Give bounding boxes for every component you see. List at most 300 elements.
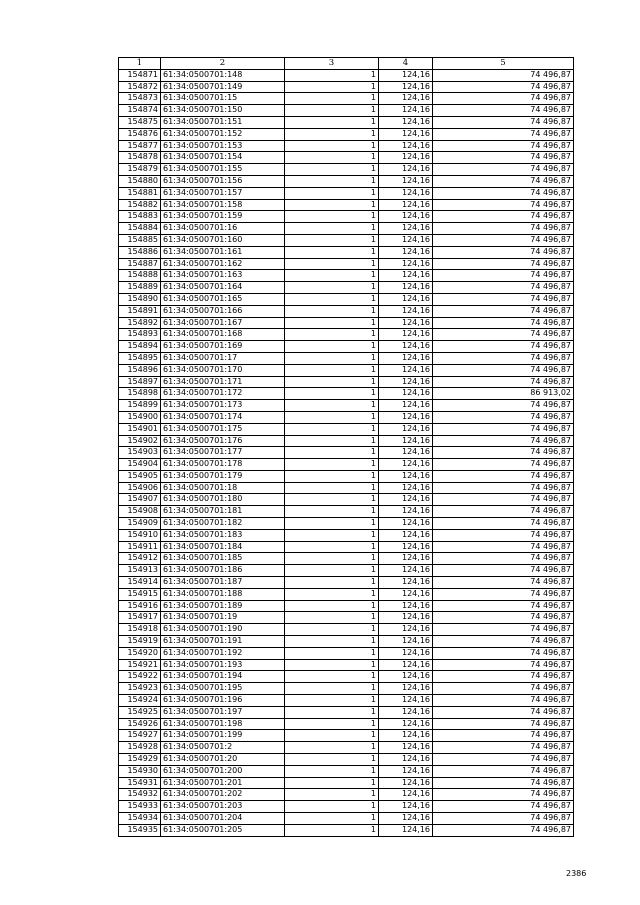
table-cell-col-3: 1 bbox=[285, 482, 379, 494]
table-cell-col-4: 124,16 bbox=[379, 518, 433, 530]
table-body bbox=[119, 69, 574, 836]
table-cell-col-1: 154906 bbox=[119, 482, 161, 494]
table-cell-col-4: 124,16 bbox=[379, 824, 433, 836]
table-cell-col-5: 74 496,87 bbox=[433, 565, 574, 577]
table-cell-col-3: 1 bbox=[285, 447, 379, 459]
table-cell-col-3: 1 bbox=[285, 565, 379, 577]
table-cell-col-1: 154883 bbox=[119, 211, 161, 223]
table-cell-col-1: 154882 bbox=[119, 199, 161, 211]
table-cell-col-3: 1 bbox=[285, 588, 379, 600]
table-row bbox=[119, 624, 574, 636]
table-row bbox=[119, 588, 574, 600]
table-cell-col-1: 154927 bbox=[119, 730, 161, 742]
table-cell-col-3: 1 bbox=[285, 777, 379, 789]
table-cell-col-1: 154934 bbox=[119, 813, 161, 825]
table-cell-col-5: 74 496,87 bbox=[433, 128, 574, 140]
table-row bbox=[119, 730, 574, 742]
table-cell-col-1: 154925 bbox=[119, 706, 161, 718]
table-cell-col-4: 124,16 bbox=[379, 329, 433, 341]
table-cell-col-4: 124,16 bbox=[379, 459, 433, 471]
table-cell-col-1: 154892 bbox=[119, 317, 161, 329]
table-cell-col-3: 1 bbox=[285, 234, 379, 246]
data-table bbox=[118, 57, 574, 837]
table-cell-col-1: 154885 bbox=[119, 234, 161, 246]
table-cell-col-3: 1 bbox=[285, 152, 379, 164]
table-cell-col-1: 154911 bbox=[119, 541, 161, 553]
table-cell-col-5: 74 496,87 bbox=[433, 317, 574, 329]
table-cell-col-5: 74 496,87 bbox=[433, 600, 574, 612]
table-cell-col-2: 61:34:0500701:196 bbox=[161, 695, 285, 707]
table-cell-col-4: 124,16 bbox=[379, 81, 433, 93]
table-cell-col-3: 1 bbox=[285, 329, 379, 341]
table-cell-col-3: 1 bbox=[285, 187, 379, 199]
table-row bbox=[119, 223, 574, 235]
table-row bbox=[119, 175, 574, 187]
table-cell-col-1: 154931 bbox=[119, 777, 161, 789]
table-cell-col-2: 61:34:0500701:182 bbox=[161, 518, 285, 530]
table-cell-col-2: 61:34:0500701:150 bbox=[161, 105, 285, 117]
table-cell-col-4: 124,16 bbox=[379, 69, 433, 81]
table-cell-col-5: 74 496,87 bbox=[433, 69, 574, 81]
table-cell-col-5: 74 496,87 bbox=[433, 81, 574, 93]
table-cell-col-4: 124,16 bbox=[379, 435, 433, 447]
table-cell-col-1: 154912 bbox=[119, 553, 161, 565]
table-cell-col-2: 61:34:0500701:181 bbox=[161, 506, 285, 518]
table-cell-col-2: 61:34:0500701:163 bbox=[161, 270, 285, 282]
table-cell-col-1: 154881 bbox=[119, 187, 161, 199]
table-cell-col-4: 124,16 bbox=[379, 400, 433, 412]
table-cell-col-5: 74 496,87 bbox=[433, 234, 574, 246]
table-cell-col-3: 1 bbox=[285, 352, 379, 364]
table-cell-col-1: 154913 bbox=[119, 565, 161, 577]
table-cell-col-1: 154879 bbox=[119, 164, 161, 176]
table-cell-col-3: 1 bbox=[285, 411, 379, 423]
table-row bbox=[119, 671, 574, 683]
table-cell-col-5: 74 496,87 bbox=[433, 293, 574, 305]
table-cell-col-3: 1 bbox=[285, 695, 379, 707]
table-cell-col-4: 124,16 bbox=[379, 388, 433, 400]
table-cell-col-4: 124,16 bbox=[379, 470, 433, 482]
table-cell-col-1: 154873 bbox=[119, 93, 161, 105]
table-cell-col-4: 124,16 bbox=[379, 364, 433, 376]
table-cell-col-5: 74 496,87 bbox=[433, 683, 574, 695]
table-cell-col-4: 124,16 bbox=[379, 128, 433, 140]
table-cell-col-4: 124,16 bbox=[379, 777, 433, 789]
table-cell-col-4: 124,16 bbox=[379, 305, 433, 317]
table-cell-col-3: 1 bbox=[285, 718, 379, 730]
table-cell-col-4: 124,16 bbox=[379, 624, 433, 636]
table-cell-col-4: 124,16 bbox=[379, 494, 433, 506]
table-cell-col-3: 1 bbox=[285, 529, 379, 541]
table-cell-col-3: 1 bbox=[285, 388, 379, 400]
table-row bbox=[119, 128, 574, 140]
table-cell-col-5: 74 496,87 bbox=[433, 659, 574, 671]
table-cell-col-5: 74 496,87 bbox=[433, 730, 574, 742]
table-cell-col-4: 124,16 bbox=[379, 789, 433, 801]
table-cell-col-5: 74 496,87 bbox=[433, 695, 574, 707]
table-row bbox=[119, 140, 574, 152]
table-cell-col-5: 74 496,87 bbox=[433, 742, 574, 754]
table-cell-col-1: 154903 bbox=[119, 447, 161, 459]
table-cell-col-4: 124,16 bbox=[379, 529, 433, 541]
table-cell-col-4: 124,16 bbox=[379, 341, 433, 353]
table-cell-col-3: 1 bbox=[285, 494, 379, 506]
table-cell-col-2: 61:34:0500701:170 bbox=[161, 364, 285, 376]
table-row bbox=[119, 742, 574, 754]
table-cell-col-5: 74 496,87 bbox=[433, 459, 574, 471]
table-cell-col-1: 154920 bbox=[119, 647, 161, 659]
table-cell-col-5: 74 496,87 bbox=[433, 305, 574, 317]
table-cell-col-5: 74 496,87 bbox=[433, 765, 574, 777]
table-cell-col-3: 1 bbox=[285, 341, 379, 353]
table-cell-col-4: 124,16 bbox=[379, 317, 433, 329]
table-cell-col-2: 61:34:0500701:15 bbox=[161, 93, 285, 105]
table-cell-col-4: 124,16 bbox=[379, 553, 433, 565]
table-cell-col-4: 124,16 bbox=[379, 293, 433, 305]
table-cell-col-4: 124,16 bbox=[379, 246, 433, 258]
table-cell-col-1: 154915 bbox=[119, 588, 161, 600]
table-cell-col-1: 154909 bbox=[119, 518, 161, 530]
table-cell-col-3: 1 bbox=[285, 282, 379, 294]
table-row bbox=[119, 164, 574, 176]
table-cell-col-1: 154930 bbox=[119, 765, 161, 777]
table-cell-col-5: 86 913,02 bbox=[433, 388, 574, 400]
table-cell-col-1: 154874 bbox=[119, 105, 161, 117]
table-row bbox=[119, 459, 574, 471]
table-cell-col-2: 61:34:0500701:197 bbox=[161, 706, 285, 718]
table-cell-col-5: 74 496,87 bbox=[433, 246, 574, 258]
table-cell-col-4: 124,16 bbox=[379, 93, 433, 105]
table-cell-col-1: 154900 bbox=[119, 411, 161, 423]
table-cell-col-4: 124,16 bbox=[379, 612, 433, 624]
table-cell-col-5: 74 496,87 bbox=[433, 813, 574, 825]
table-cell-col-5: 74 496,87 bbox=[433, 624, 574, 636]
table-cell-col-5: 74 496,87 bbox=[433, 671, 574, 683]
table-row bbox=[119, 683, 574, 695]
column-header-4: 4 bbox=[379, 58, 433, 70]
table-cell-col-1: 154898 bbox=[119, 388, 161, 400]
table-cell-col-3: 1 bbox=[285, 293, 379, 305]
table-cell-col-3: 1 bbox=[285, 93, 379, 105]
table-row bbox=[119, 541, 574, 553]
table-row bbox=[119, 789, 574, 801]
table-cell-col-4: 124,16 bbox=[379, 270, 433, 282]
table-row bbox=[119, 305, 574, 317]
table-cell-col-2: 61:34:0500701:156 bbox=[161, 175, 285, 187]
table-row bbox=[119, 706, 574, 718]
table-cell-col-4: 124,16 bbox=[379, 813, 433, 825]
table-cell-col-2: 61:34:0500701:20 bbox=[161, 754, 285, 766]
table-header-row bbox=[119, 58, 574, 70]
table-cell-col-3: 1 bbox=[285, 801, 379, 813]
table-cell-col-3: 1 bbox=[285, 400, 379, 412]
table-cell-col-3: 1 bbox=[285, 128, 379, 140]
table-cell-col-1: 154887 bbox=[119, 258, 161, 270]
table-row bbox=[119, 246, 574, 258]
table-cell-col-5: 74 496,87 bbox=[433, 364, 574, 376]
table-cell-col-1: 154897 bbox=[119, 376, 161, 388]
table-cell-col-1: 154928 bbox=[119, 742, 161, 754]
table-cell-col-5: 74 496,87 bbox=[433, 541, 574, 553]
column-header-2: 2 bbox=[161, 58, 285, 70]
table-cell-col-4: 124,16 bbox=[379, 671, 433, 683]
table-row bbox=[119, 411, 574, 423]
table-row bbox=[119, 423, 574, 435]
table-cell-col-4: 124,16 bbox=[379, 600, 433, 612]
table-cell-col-4: 124,16 bbox=[379, 116, 433, 128]
table-cell-col-4: 124,16 bbox=[379, 164, 433, 176]
table-cell-col-2: 61:34:0500701:175 bbox=[161, 423, 285, 435]
table-cell-col-1: 154893 bbox=[119, 329, 161, 341]
table-cell-col-3: 1 bbox=[285, 211, 379, 223]
table-cell-col-5: 74 496,87 bbox=[433, 152, 574, 164]
table-cell-col-1: 154918 bbox=[119, 624, 161, 636]
table-cell-col-2: 61:34:0500701:172 bbox=[161, 388, 285, 400]
table-cell-col-2: 61:34:0500701:179 bbox=[161, 470, 285, 482]
table-cell-col-1: 154933 bbox=[119, 801, 161, 813]
table-cell-col-1: 154901 bbox=[119, 423, 161, 435]
table-cell-col-5: 74 496,87 bbox=[433, 636, 574, 648]
table-cell-col-1: 154917 bbox=[119, 612, 161, 624]
table-cell-col-5: 74 496,87 bbox=[433, 400, 574, 412]
table-row bbox=[119, 211, 574, 223]
table-cell-col-2: 61:34:0500701:203 bbox=[161, 801, 285, 813]
table-cell-col-2: 61:34:0500701:171 bbox=[161, 376, 285, 388]
table-cell-col-2: 61:34:0500701:198 bbox=[161, 718, 285, 730]
table-cell-col-2: 61:34:0500701:18 bbox=[161, 482, 285, 494]
table-cell-col-1: 154872 bbox=[119, 81, 161, 93]
table-cell-col-2: 61:34:0500701:190 bbox=[161, 624, 285, 636]
table-cell-col-3: 1 bbox=[285, 435, 379, 447]
table-cell-col-5: 74 496,87 bbox=[433, 175, 574, 187]
table-cell-col-5: 74 496,87 bbox=[433, 824, 574, 836]
table-cell-col-4: 124,16 bbox=[379, 447, 433, 459]
table-cell-col-4: 124,16 bbox=[379, 695, 433, 707]
table-row bbox=[119, 199, 574, 211]
table-row bbox=[119, 470, 574, 482]
table-cell-col-3: 1 bbox=[285, 600, 379, 612]
table-cell-col-2: 61:34:0500701:205 bbox=[161, 824, 285, 836]
table-cell-col-1: 154890 bbox=[119, 293, 161, 305]
table-cell-col-2: 61:34:0500701:194 bbox=[161, 671, 285, 683]
table-cell-col-3: 1 bbox=[285, 317, 379, 329]
table-cell-col-5: 74 496,87 bbox=[433, 482, 574, 494]
table-cell-col-4: 124,16 bbox=[379, 636, 433, 648]
table-row bbox=[119, 553, 574, 565]
table-cell-col-3: 1 bbox=[285, 612, 379, 624]
table-cell-col-3: 1 bbox=[285, 683, 379, 695]
table-cell-col-5: 74 496,87 bbox=[433, 777, 574, 789]
table-cell-col-3: 1 bbox=[285, 813, 379, 825]
table-cell-col-1: 154932 bbox=[119, 789, 161, 801]
table-cell-col-3: 1 bbox=[285, 553, 379, 565]
table-cell-col-3: 1 bbox=[285, 199, 379, 211]
table-cell-col-3: 1 bbox=[285, 364, 379, 376]
table-cell-col-5: 74 496,87 bbox=[433, 494, 574, 506]
table-cell-col-1: 154899 bbox=[119, 400, 161, 412]
table-cell-col-5: 74 496,87 bbox=[433, 329, 574, 341]
table-row bbox=[119, 400, 574, 412]
table-cell-col-3: 1 bbox=[285, 577, 379, 589]
table-row bbox=[119, 234, 574, 246]
table-cell-col-3: 1 bbox=[285, 246, 379, 258]
table-row bbox=[119, 482, 574, 494]
table-cell-col-4: 124,16 bbox=[379, 352, 433, 364]
table-row bbox=[119, 341, 574, 353]
table-cell-col-1: 154878 bbox=[119, 152, 161, 164]
table-cell-col-5: 74 496,87 bbox=[433, 754, 574, 766]
table-cell-col-5: 74 496,87 bbox=[433, 718, 574, 730]
table-cell-col-5: 74 496,87 bbox=[433, 588, 574, 600]
table-cell-col-1: 154922 bbox=[119, 671, 161, 683]
table-cell-col-1: 154877 bbox=[119, 140, 161, 152]
table-cell-col-5: 74 496,87 bbox=[433, 93, 574, 105]
table-cell-col-5: 74 496,87 bbox=[433, 447, 574, 459]
table-cell-col-2: 61:34:0500701:173 bbox=[161, 400, 285, 412]
table-cell-col-2: 61:34:0500701:19 bbox=[161, 612, 285, 624]
table-cell-col-4: 124,16 bbox=[379, 423, 433, 435]
table-cell-col-2: 61:34:0500701:202 bbox=[161, 789, 285, 801]
table-row bbox=[119, 565, 574, 577]
table-cell-col-1: 154926 bbox=[119, 718, 161, 730]
table-cell-col-2: 61:34:0500701:187 bbox=[161, 577, 285, 589]
table-row bbox=[119, 494, 574, 506]
table-cell-col-3: 1 bbox=[285, 624, 379, 636]
table-cell-col-3: 1 bbox=[285, 730, 379, 742]
table-cell-col-3: 1 bbox=[285, 824, 379, 836]
table-cell-col-5: 74 496,87 bbox=[433, 199, 574, 211]
table-cell-col-3: 1 bbox=[285, 175, 379, 187]
table-cell-col-2: 61:34:0500701:180 bbox=[161, 494, 285, 506]
table-cell-col-1: 154902 bbox=[119, 435, 161, 447]
table-cell-col-2: 61:34:0500701:160 bbox=[161, 234, 285, 246]
table-row bbox=[119, 754, 574, 766]
table-cell-col-5: 74 496,87 bbox=[433, 376, 574, 388]
table-cell-col-4: 124,16 bbox=[379, 105, 433, 117]
table-cell-col-1: 154908 bbox=[119, 506, 161, 518]
table-cell-col-2: 61:34:0500701:189 bbox=[161, 600, 285, 612]
table-cell-col-2: 61:34:0500701:184 bbox=[161, 541, 285, 553]
table-cell-col-5: 74 496,87 bbox=[433, 647, 574, 659]
table-row bbox=[119, 282, 574, 294]
table-cell-col-1: 154895 bbox=[119, 352, 161, 364]
table-cell-col-5: 74 496,87 bbox=[433, 518, 574, 530]
table-cell-col-2: 61:34:0500701:164 bbox=[161, 282, 285, 294]
table-cell-col-2: 61:34:0500701:2 bbox=[161, 742, 285, 754]
table-row bbox=[119, 105, 574, 117]
table-cell-col-1: 154889 bbox=[119, 282, 161, 294]
table-cell-col-5: 74 496,87 bbox=[433, 577, 574, 589]
table-cell-col-1: 154919 bbox=[119, 636, 161, 648]
table-cell-col-5: 74 496,87 bbox=[433, 801, 574, 813]
table-cell-col-4: 124,16 bbox=[379, 718, 433, 730]
table-cell-col-4: 124,16 bbox=[379, 577, 433, 589]
table-row bbox=[119, 718, 574, 730]
table-cell-col-3: 1 bbox=[285, 659, 379, 671]
table-cell-col-1: 154921 bbox=[119, 659, 161, 671]
table-cell-col-3: 1 bbox=[285, 541, 379, 553]
table-cell-col-2: 61:34:0500701:178 bbox=[161, 459, 285, 471]
table-cell-col-4: 124,16 bbox=[379, 258, 433, 270]
table-row bbox=[119, 81, 574, 93]
table-cell-col-5: 74 496,87 bbox=[433, 341, 574, 353]
table-cell-col-2: 61:34:0500701:185 bbox=[161, 553, 285, 565]
table-cell-col-4: 124,16 bbox=[379, 742, 433, 754]
table-cell-col-3: 1 bbox=[285, 518, 379, 530]
table-row bbox=[119, 93, 574, 105]
table-cell-col-3: 1 bbox=[285, 105, 379, 117]
table-row bbox=[119, 352, 574, 364]
table-cell-col-5: 74 496,87 bbox=[433, 140, 574, 152]
table-cell-col-2: 61:34:0500701:193 bbox=[161, 659, 285, 671]
table-cell-col-1: 154916 bbox=[119, 600, 161, 612]
table-cell-col-4: 124,16 bbox=[379, 211, 433, 223]
table-cell-col-2: 61:34:0500701:167 bbox=[161, 317, 285, 329]
table-cell-col-2: 61:34:0500701:199 bbox=[161, 730, 285, 742]
table-cell-col-2: 61:34:0500701:149 bbox=[161, 81, 285, 93]
table-row bbox=[119, 69, 574, 81]
table-cell-col-2: 61:34:0500701:169 bbox=[161, 341, 285, 353]
table-cell-col-2: 61:34:0500701:188 bbox=[161, 588, 285, 600]
page-number: 2386 bbox=[566, 869, 587, 878]
table-cell-col-2: 61:34:0500701:17 bbox=[161, 352, 285, 364]
table-row bbox=[119, 435, 574, 447]
table-cell-col-4: 124,16 bbox=[379, 754, 433, 766]
table-cell-col-2: 61:34:0500701:183 bbox=[161, 529, 285, 541]
table-cell-col-3: 1 bbox=[285, 270, 379, 282]
table-row bbox=[119, 376, 574, 388]
table-cell-col-5: 74 496,87 bbox=[433, 529, 574, 541]
table-cell-col-4: 124,16 bbox=[379, 376, 433, 388]
table-cell-col-2: 61:34:0500701:151 bbox=[161, 116, 285, 128]
table-cell-col-2: 61:34:0500701:176 bbox=[161, 435, 285, 447]
table-row bbox=[119, 329, 574, 341]
table-cell-col-5: 74 496,87 bbox=[433, 789, 574, 801]
table-row bbox=[119, 506, 574, 518]
table-cell-col-2: 61:34:0500701:191 bbox=[161, 636, 285, 648]
table-row bbox=[119, 777, 574, 789]
table-cell-col-5: 74 496,87 bbox=[433, 105, 574, 117]
table-cell-col-4: 124,16 bbox=[379, 730, 433, 742]
table-cell-col-1: 154905 bbox=[119, 470, 161, 482]
table-cell-col-4: 124,16 bbox=[379, 175, 433, 187]
table-cell-col-4: 124,16 bbox=[379, 152, 433, 164]
table-cell-col-3: 1 bbox=[285, 789, 379, 801]
table-cell-col-4: 124,16 bbox=[379, 565, 433, 577]
table-cell-col-1: 154907 bbox=[119, 494, 161, 506]
table-cell-col-2: 61:34:0500701:152 bbox=[161, 128, 285, 140]
table-cell-col-2: 61:34:0500701:159 bbox=[161, 211, 285, 223]
table-cell-col-5: 74 496,87 bbox=[433, 211, 574, 223]
table-cell-col-2: 61:34:0500701:158 bbox=[161, 199, 285, 211]
table-row bbox=[119, 636, 574, 648]
table-cell-col-2: 61:34:0500701:166 bbox=[161, 305, 285, 317]
table-row bbox=[119, 659, 574, 671]
table-cell-col-3: 1 bbox=[285, 376, 379, 388]
table-cell-col-1: 154910 bbox=[119, 529, 161, 541]
table-row bbox=[119, 270, 574, 282]
table-cell-col-4: 124,16 bbox=[379, 199, 433, 211]
table-cell-col-5: 74 496,87 bbox=[433, 612, 574, 624]
table-cell-col-4: 124,16 bbox=[379, 765, 433, 777]
table-cell-col-2: 61:34:0500701:192 bbox=[161, 647, 285, 659]
table-cell-col-2: 61:34:0500701:154 bbox=[161, 152, 285, 164]
table-cell-col-1: 154935 bbox=[119, 824, 161, 836]
table-cell-col-5: 74 496,87 bbox=[433, 553, 574, 565]
table-cell-col-4: 124,16 bbox=[379, 223, 433, 235]
table-cell-col-5: 74 496,87 bbox=[433, 411, 574, 423]
table-cell-col-4: 124,16 bbox=[379, 683, 433, 695]
